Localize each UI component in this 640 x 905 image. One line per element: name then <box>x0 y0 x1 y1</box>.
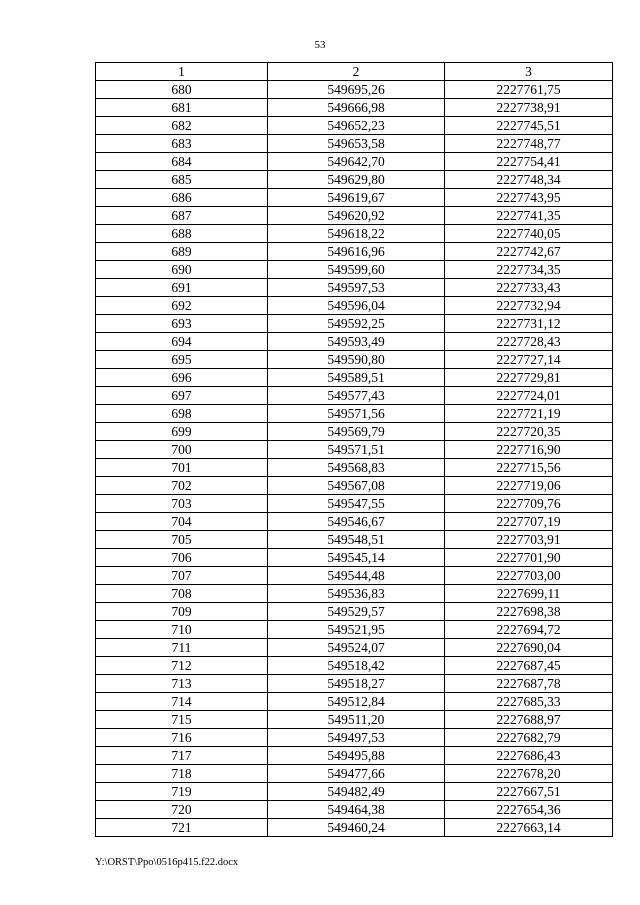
point-number-cell: 692 <box>96 297 268 315</box>
point-number-cell: 697 <box>96 387 268 405</box>
y-coordinate-cell: 2227703,91 <box>445 531 613 549</box>
x-coordinate-cell: 549616,96 <box>268 243 445 261</box>
y-coordinate-cell: 2227690,04 <box>445 639 613 657</box>
x-coordinate-cell: 549511,20 <box>268 711 445 729</box>
table-row <box>96 693 613 711</box>
point-number-cell: 716 <box>96 729 268 747</box>
y-coordinate-cell: 2227716,90 <box>445 441 613 459</box>
point-number-cell: 705 <box>96 531 268 549</box>
table-row <box>96 459 613 477</box>
x-coordinate-cell: 549569,79 <box>268 423 445 441</box>
table-row <box>96 819 613 837</box>
x-coordinate-cell: 549593,49 <box>268 333 445 351</box>
x-coordinate-cell: 549620,92 <box>268 207 445 225</box>
y-coordinate-cell: 2227724,01 <box>445 387 613 405</box>
table-row <box>96 765 613 783</box>
x-coordinate-cell: 549590,80 <box>268 351 445 369</box>
y-coordinate-cell: 2227678,20 <box>445 765 613 783</box>
table-header-row <box>96 63 613 81</box>
y-coordinate-cell: 2227709,76 <box>445 495 613 513</box>
y-coordinate-cell: 2227698,38 <box>445 603 613 621</box>
point-number-cell: 710 <box>96 621 268 639</box>
x-coordinate-cell: 549536,83 <box>268 585 445 603</box>
x-coordinate-cell: 549521,95 <box>268 621 445 639</box>
x-coordinate-cell: 549546,67 <box>268 513 445 531</box>
point-number-cell: 717 <box>96 747 268 765</box>
column-header-2: 2 <box>268 63 445 81</box>
x-coordinate-cell: 549577,43 <box>268 387 445 405</box>
y-coordinate-cell: 2227707,19 <box>445 513 613 531</box>
table-row <box>96 297 613 315</box>
point-number-cell: 702 <box>96 477 268 495</box>
table-row <box>96 225 613 243</box>
table-row <box>96 531 613 549</box>
x-coordinate-cell: 549592,25 <box>268 315 445 333</box>
point-number-cell: 709 <box>96 603 268 621</box>
point-number-cell: 687 <box>96 207 268 225</box>
table-body <box>96 81 613 837</box>
table-row <box>96 135 613 153</box>
point-number-cell: 680 <box>96 81 268 99</box>
y-coordinate-cell: 2227721,19 <box>445 405 613 423</box>
y-coordinate-cell: 2227699,11 <box>445 585 613 603</box>
point-number-cell: 686 <box>96 189 268 207</box>
table-row <box>96 567 613 585</box>
point-number-cell: 719 <box>96 783 268 801</box>
table-row <box>96 495 613 513</box>
table-row <box>96 189 613 207</box>
coordinates-table <box>95 62 613 837</box>
point-number-cell: 700 <box>96 441 268 459</box>
y-coordinate-cell: 2227687,45 <box>445 657 613 675</box>
x-coordinate-cell: 549599,60 <box>268 261 445 279</box>
y-coordinate-cell: 2227663,14 <box>445 819 613 837</box>
point-number-cell: 715 <box>96 711 268 729</box>
point-number-cell: 693 <box>96 315 268 333</box>
y-coordinate-cell: 2227654,36 <box>445 801 613 819</box>
y-coordinate-cell: 2227748,34 <box>445 171 613 189</box>
x-coordinate-cell: 549589,51 <box>268 369 445 387</box>
x-coordinate-cell: 549545,14 <box>268 549 445 567</box>
y-coordinate-cell: 2227719,06 <box>445 477 613 495</box>
y-coordinate-cell: 2227741,35 <box>445 207 613 225</box>
table-row <box>96 477 613 495</box>
x-coordinate-cell: 549596,04 <box>268 297 445 315</box>
table-row <box>96 675 613 693</box>
y-coordinate-cell: 2227703,00 <box>445 567 613 585</box>
point-number-cell: 714 <box>96 693 268 711</box>
point-number-cell: 711 <box>96 639 268 657</box>
x-coordinate-cell: 549619,67 <box>268 189 445 207</box>
table-row <box>96 351 613 369</box>
x-coordinate-cell: 549495,88 <box>268 747 445 765</box>
point-number-cell: 688 <box>96 225 268 243</box>
y-coordinate-cell: 2227688,97 <box>445 711 613 729</box>
y-coordinate-cell: 2227745,51 <box>445 117 613 135</box>
table-row <box>96 315 613 333</box>
y-coordinate-cell: 2227733,43 <box>445 279 613 297</box>
table-row <box>96 171 613 189</box>
table-row <box>96 405 613 423</box>
table-row <box>96 99 613 117</box>
point-number-cell: 695 <box>96 351 268 369</box>
point-number-cell: 701 <box>96 459 268 477</box>
y-coordinate-cell: 2227715,56 <box>445 459 613 477</box>
point-number-cell: 689 <box>96 243 268 261</box>
x-coordinate-cell: 549652,23 <box>268 117 445 135</box>
table-row <box>96 711 613 729</box>
point-number-cell: 696 <box>96 369 268 387</box>
y-coordinate-cell: 2227748,77 <box>445 135 613 153</box>
y-coordinate-cell: 2227740,05 <box>445 225 613 243</box>
column-header-3: 3 <box>445 63 613 81</box>
point-number-cell: 698 <box>96 405 268 423</box>
footer-file-path: Y:\ORST\Ppo\0516p415.f22.docx <box>95 857 239 868</box>
point-number-cell: 721 <box>96 819 268 837</box>
x-coordinate-cell: 549642,70 <box>268 153 445 171</box>
y-coordinate-cell: 2227731,12 <box>445 315 613 333</box>
x-coordinate-cell: 549597,53 <box>268 279 445 297</box>
y-coordinate-cell: 2227682,79 <box>445 729 613 747</box>
table-row <box>96 279 613 297</box>
point-number-cell: 699 <box>96 423 268 441</box>
x-coordinate-cell: 549524,07 <box>268 639 445 657</box>
x-coordinate-cell: 549571,56 <box>268 405 445 423</box>
table-row <box>96 261 613 279</box>
y-coordinate-cell: 2227727,14 <box>445 351 613 369</box>
table-row <box>96 549 613 567</box>
point-number-cell: 704 <box>96 513 268 531</box>
x-coordinate-cell: 549464,38 <box>268 801 445 819</box>
table-row <box>96 747 613 765</box>
table-row <box>96 333 613 351</box>
point-number-cell: 712 <box>96 657 268 675</box>
table-row <box>96 81 613 99</box>
table-row <box>96 639 613 657</box>
table-row <box>96 387 613 405</box>
x-coordinate-cell: 549477,66 <box>268 765 445 783</box>
table-row <box>96 513 613 531</box>
point-number-cell: 713 <box>96 675 268 693</box>
x-coordinate-cell: 549518,27 <box>268 675 445 693</box>
y-coordinate-cell: 2227738,91 <box>445 99 613 117</box>
x-coordinate-cell: 549653,58 <box>268 135 445 153</box>
y-coordinate-cell: 2227743,95 <box>445 189 613 207</box>
x-coordinate-cell: 549548,51 <box>268 531 445 549</box>
y-coordinate-cell: 2227732,94 <box>445 297 613 315</box>
point-number-cell: 685 <box>96 171 268 189</box>
point-number-cell: 706 <box>96 549 268 567</box>
table-row <box>96 783 613 801</box>
table-row <box>96 441 613 459</box>
y-coordinate-cell: 2227728,43 <box>445 333 613 351</box>
x-coordinate-cell: 549547,55 <box>268 495 445 513</box>
point-number-cell: 720 <box>96 801 268 819</box>
x-coordinate-cell: 549629,80 <box>268 171 445 189</box>
table-row <box>96 585 613 603</box>
y-coordinate-cell: 2227761,75 <box>445 81 613 99</box>
y-coordinate-cell: 2227685,33 <box>445 693 613 711</box>
x-coordinate-cell: 549460,24 <box>268 819 445 837</box>
table-row <box>96 153 613 171</box>
y-coordinate-cell: 2227742,67 <box>445 243 613 261</box>
table-row <box>96 423 613 441</box>
x-coordinate-cell: 549567,08 <box>268 477 445 495</box>
page-number: 53 <box>314 39 326 51</box>
point-number-cell: 691 <box>96 279 268 297</box>
y-coordinate-cell: 2227734,35 <box>445 261 613 279</box>
table-row <box>96 243 613 261</box>
y-coordinate-cell: 2227687,78 <box>445 675 613 693</box>
point-number-cell: 707 <box>96 567 268 585</box>
x-coordinate-cell: 549571,51 <box>268 441 445 459</box>
y-coordinate-cell: 2227729,81 <box>445 369 613 387</box>
table-row <box>96 657 613 675</box>
x-coordinate-cell: 549529,57 <box>268 603 445 621</box>
point-number-cell: 683 <box>96 135 268 153</box>
table-row <box>96 801 613 819</box>
x-coordinate-cell: 549695,26 <box>268 81 445 99</box>
y-coordinate-cell: 2227667,51 <box>445 783 613 801</box>
x-coordinate-cell: 549544,48 <box>268 567 445 585</box>
y-coordinate-cell: 2227754,41 <box>445 153 613 171</box>
table-row <box>96 603 613 621</box>
point-number-cell: 718 <box>96 765 268 783</box>
y-coordinate-cell: 2227701,90 <box>445 549 613 567</box>
point-number-cell: 690 <box>96 261 268 279</box>
point-number-cell: 703 <box>96 495 268 513</box>
point-number-cell: 684 <box>96 153 268 171</box>
table-row <box>96 621 613 639</box>
y-coordinate-cell: 2227720,35 <box>445 423 613 441</box>
point-number-cell: 708 <box>96 585 268 603</box>
x-coordinate-cell: 549518,42 <box>268 657 445 675</box>
x-coordinate-cell: 549482,49 <box>268 783 445 801</box>
table-row <box>96 369 613 387</box>
x-coordinate-cell: 549618,22 <box>268 225 445 243</box>
table-row <box>96 729 613 747</box>
x-coordinate-cell: 549512,84 <box>268 693 445 711</box>
column-header-1: 1 <box>96 63 268 81</box>
point-number-cell: 681 <box>96 99 268 117</box>
y-coordinate-cell: 2227694,72 <box>445 621 613 639</box>
table-row <box>96 117 613 135</box>
y-coordinate-cell: 2227686,43 <box>445 747 613 765</box>
x-coordinate-cell: 549666,98 <box>268 99 445 117</box>
point-number-cell: 694 <box>96 333 268 351</box>
x-coordinate-cell: 549568,83 <box>268 459 445 477</box>
point-number-cell: 682 <box>96 117 268 135</box>
x-coordinate-cell: 549497,53 <box>268 729 445 747</box>
table-row <box>96 207 613 225</box>
